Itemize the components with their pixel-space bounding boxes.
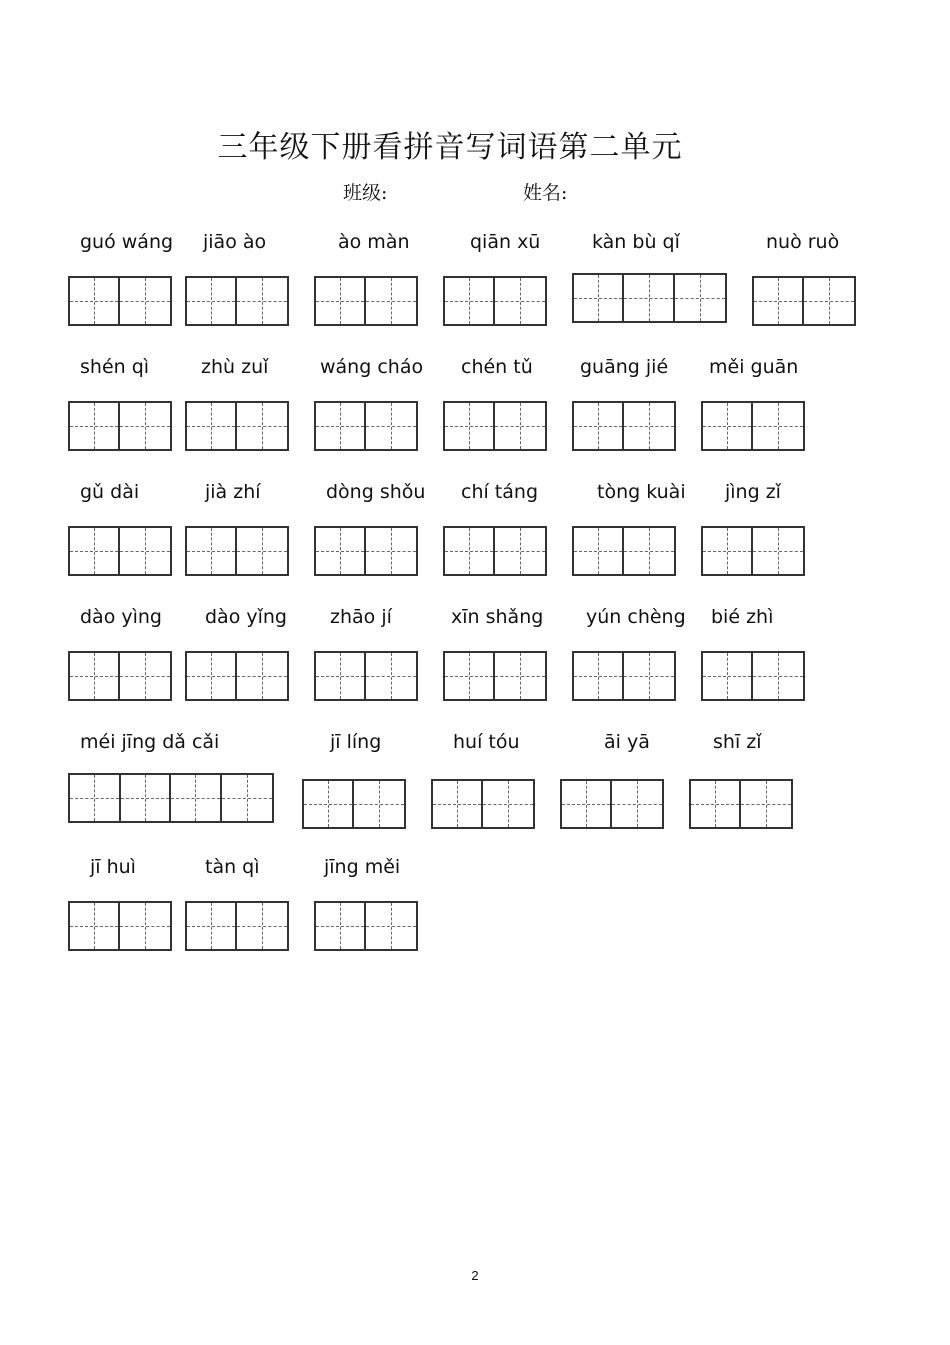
writing-cell[interactable]	[237, 528, 287, 574]
writing-grid	[302, 779, 406, 829]
pinyin-label: méi jīng dǎ cǎi	[80, 731, 220, 753]
pinyin-label: měi guān	[709, 356, 799, 378]
writing-grid	[689, 779, 793, 829]
writing-cell[interactable]	[624, 275, 674, 321]
writing-cell[interactable]	[753, 653, 803, 699]
writing-cell[interactable]	[70, 278, 120, 324]
writing-cell[interactable]	[483, 781, 533, 827]
pinyin-label: xīn shǎng	[451, 606, 544, 628]
writing-cell[interactable]	[574, 528, 624, 574]
word-row	[0, 605, 950, 715]
writing-cell[interactable]	[120, 653, 170, 699]
writing-cell[interactable]	[171, 775, 222, 821]
writing-grid	[314, 901, 418, 951]
writing-grid	[68, 276, 172, 326]
writing-cell[interactable]	[445, 278, 495, 324]
writing-grid	[314, 526, 418, 576]
writing-cell[interactable]	[70, 528, 120, 574]
writing-grid	[185, 651, 289, 701]
pinyin-label: dào yìng	[80, 606, 162, 628]
writing-cell[interactable]	[754, 278, 804, 324]
writing-cell[interactable]	[574, 403, 624, 449]
pinyin-label: dòng shǒu	[326, 481, 426, 503]
pinyin-label: chí táng	[461, 481, 539, 503]
writing-cell[interactable]	[237, 653, 287, 699]
pinyin-label: chén tǔ	[461, 356, 533, 378]
writing-grid	[431, 779, 535, 829]
writing-grid	[701, 401, 805, 451]
writing-grid	[572, 651, 676, 701]
writing-cell[interactable]	[237, 278, 287, 324]
writing-grid	[68, 773, 274, 823]
writing-cell[interactable]	[562, 781, 612, 827]
pinyin-label: dào yǐng	[205, 606, 287, 628]
writing-grid	[314, 401, 418, 451]
writing-grid	[68, 401, 172, 451]
pinyin-label: guāng jié	[580, 356, 669, 378]
pinyin-label: jī líng	[330, 731, 382, 753]
writing-grid	[443, 651, 547, 701]
writing-cell[interactable]	[316, 903, 366, 949]
pinyin-label: jīng měi	[324, 856, 401, 878]
writing-cell[interactable]	[70, 903, 120, 949]
writing-cell[interactable]	[445, 653, 495, 699]
class-label: 班级:	[343, 182, 388, 204]
writing-cell[interactable]	[741, 781, 791, 827]
writing-grid	[185, 901, 289, 951]
writing-grid	[185, 401, 289, 451]
writing-cell[interactable]	[366, 653, 416, 699]
writing-cell[interactable]	[574, 275, 624, 321]
writing-cell[interactable]	[316, 653, 366, 699]
pinyin-label: zhù zuǐ	[201, 356, 269, 378]
writing-grid	[701, 651, 805, 701]
writing-cell[interactable]	[354, 781, 404, 827]
writing-cell[interactable]	[612, 781, 662, 827]
writing-grid	[752, 276, 856, 326]
pinyin-label: zhāo jí	[330, 606, 392, 628]
writing-cell[interactable]	[187, 403, 237, 449]
writing-cell[interactable]	[187, 653, 237, 699]
writing-grid	[572, 526, 676, 576]
writing-cell[interactable]	[120, 528, 170, 574]
pinyin-label: kàn bù qǐ	[592, 231, 680, 253]
writing-cell[interactable]	[675, 275, 725, 321]
writing-cell[interactable]	[366, 403, 416, 449]
pinyin-label: nuò ruò	[766, 231, 840, 253]
writing-cell[interactable]	[366, 278, 416, 324]
page-title: 三年级下册看拼音写词语第二单元	[217, 130, 683, 165]
writing-cell[interactable]	[624, 403, 674, 449]
writing-grid	[572, 401, 676, 451]
pinyin-label: shī zǐ	[713, 731, 762, 753]
writing-cell[interactable]	[495, 653, 545, 699]
writing-cell[interactable]	[70, 775, 121, 821]
word-row	[0, 730, 950, 840]
writing-cell[interactable]	[70, 653, 120, 699]
writing-grid	[572, 273, 727, 323]
writing-cell[interactable]	[187, 528, 237, 574]
writing-cell[interactable]	[703, 653, 753, 699]
writing-cell[interactable]	[187, 278, 237, 324]
writing-grid	[68, 526, 172, 576]
pinyin-label: jià zhí	[205, 481, 261, 503]
page-number: 2	[471, 1268, 479, 1283]
writing-cell[interactable]	[753, 403, 803, 449]
writing-cell[interactable]	[237, 403, 287, 449]
pinyin-label: ào màn	[338, 231, 410, 253]
writing-cell[interactable]	[366, 903, 416, 949]
writing-cell[interactable]	[753, 528, 803, 574]
writing-cell[interactable]	[316, 528, 366, 574]
writing-grid	[68, 901, 172, 951]
writing-cell[interactable]	[120, 903, 170, 949]
pinyin-label: shén qì	[80, 356, 150, 378]
writing-cell[interactable]	[691, 781, 741, 827]
writing-cell[interactable]	[433, 781, 483, 827]
writing-cell[interactable]	[445, 403, 495, 449]
pinyin-label: jī huì	[90, 856, 136, 878]
writing-cell[interactable]	[187, 903, 237, 949]
writing-grid	[185, 526, 289, 576]
word-row	[0, 480, 950, 590]
word-row	[0, 855, 950, 965]
pinyin-label: tòng kuài	[597, 481, 686, 503]
writing-cell[interactable]	[445, 528, 495, 574]
pinyin-label: āi yā	[604, 731, 650, 753]
writing-cell[interactable]	[120, 278, 170, 324]
writing-cell[interactable]	[121, 775, 172, 821]
writing-cell[interactable]	[495, 528, 545, 574]
writing-cell[interactable]	[316, 278, 366, 324]
pinyin-label: guó wáng	[80, 231, 174, 253]
writing-cell[interactable]	[366, 528, 416, 574]
pinyin-label: qiān xū	[470, 231, 541, 253]
pinyin-label: bié zhì	[711, 606, 774, 628]
writing-cell[interactable]	[304, 781, 354, 827]
word-row	[0, 355, 950, 465]
writing-grid	[443, 276, 547, 326]
writing-grid	[68, 651, 172, 701]
pinyin-label: gǔ dài	[80, 481, 140, 503]
pinyin-label: jiāo ào	[203, 231, 267, 253]
writing-grid	[560, 779, 664, 829]
writing-cell[interactable]	[624, 528, 674, 574]
writing-grid	[443, 401, 547, 451]
writing-cell[interactable]	[804, 278, 854, 324]
writing-grid	[185, 276, 289, 326]
name-label: 姓名:	[523, 182, 568, 204]
writing-cell[interactable]	[222, 775, 272, 821]
writing-cell[interactable]	[624, 653, 674, 699]
writing-cell[interactable]	[120, 403, 170, 449]
writing-grid	[314, 276, 418, 326]
pinyin-label: huí tóu	[453, 731, 520, 753]
writing-grid	[443, 526, 547, 576]
pinyin-label: tàn qì	[205, 856, 260, 878]
writing-grid	[314, 651, 418, 701]
word-row	[0, 230, 950, 340]
pinyin-label: wáng cháo	[320, 356, 424, 378]
pinyin-label: jìng zǐ	[725, 481, 781, 503]
writing-cell[interactable]	[237, 903, 287, 949]
writing-grid	[701, 526, 805, 576]
writing-cell[interactable]	[703, 528, 753, 574]
pinyin-label: yún chèng	[586, 606, 686, 628]
writing-cell[interactable]	[495, 403, 545, 449]
writing-cell[interactable]	[70, 403, 120, 449]
writing-cell[interactable]	[574, 653, 624, 699]
writing-cell[interactable]	[316, 403, 366, 449]
writing-cell[interactable]	[495, 278, 545, 324]
writing-cell[interactable]	[703, 403, 753, 449]
